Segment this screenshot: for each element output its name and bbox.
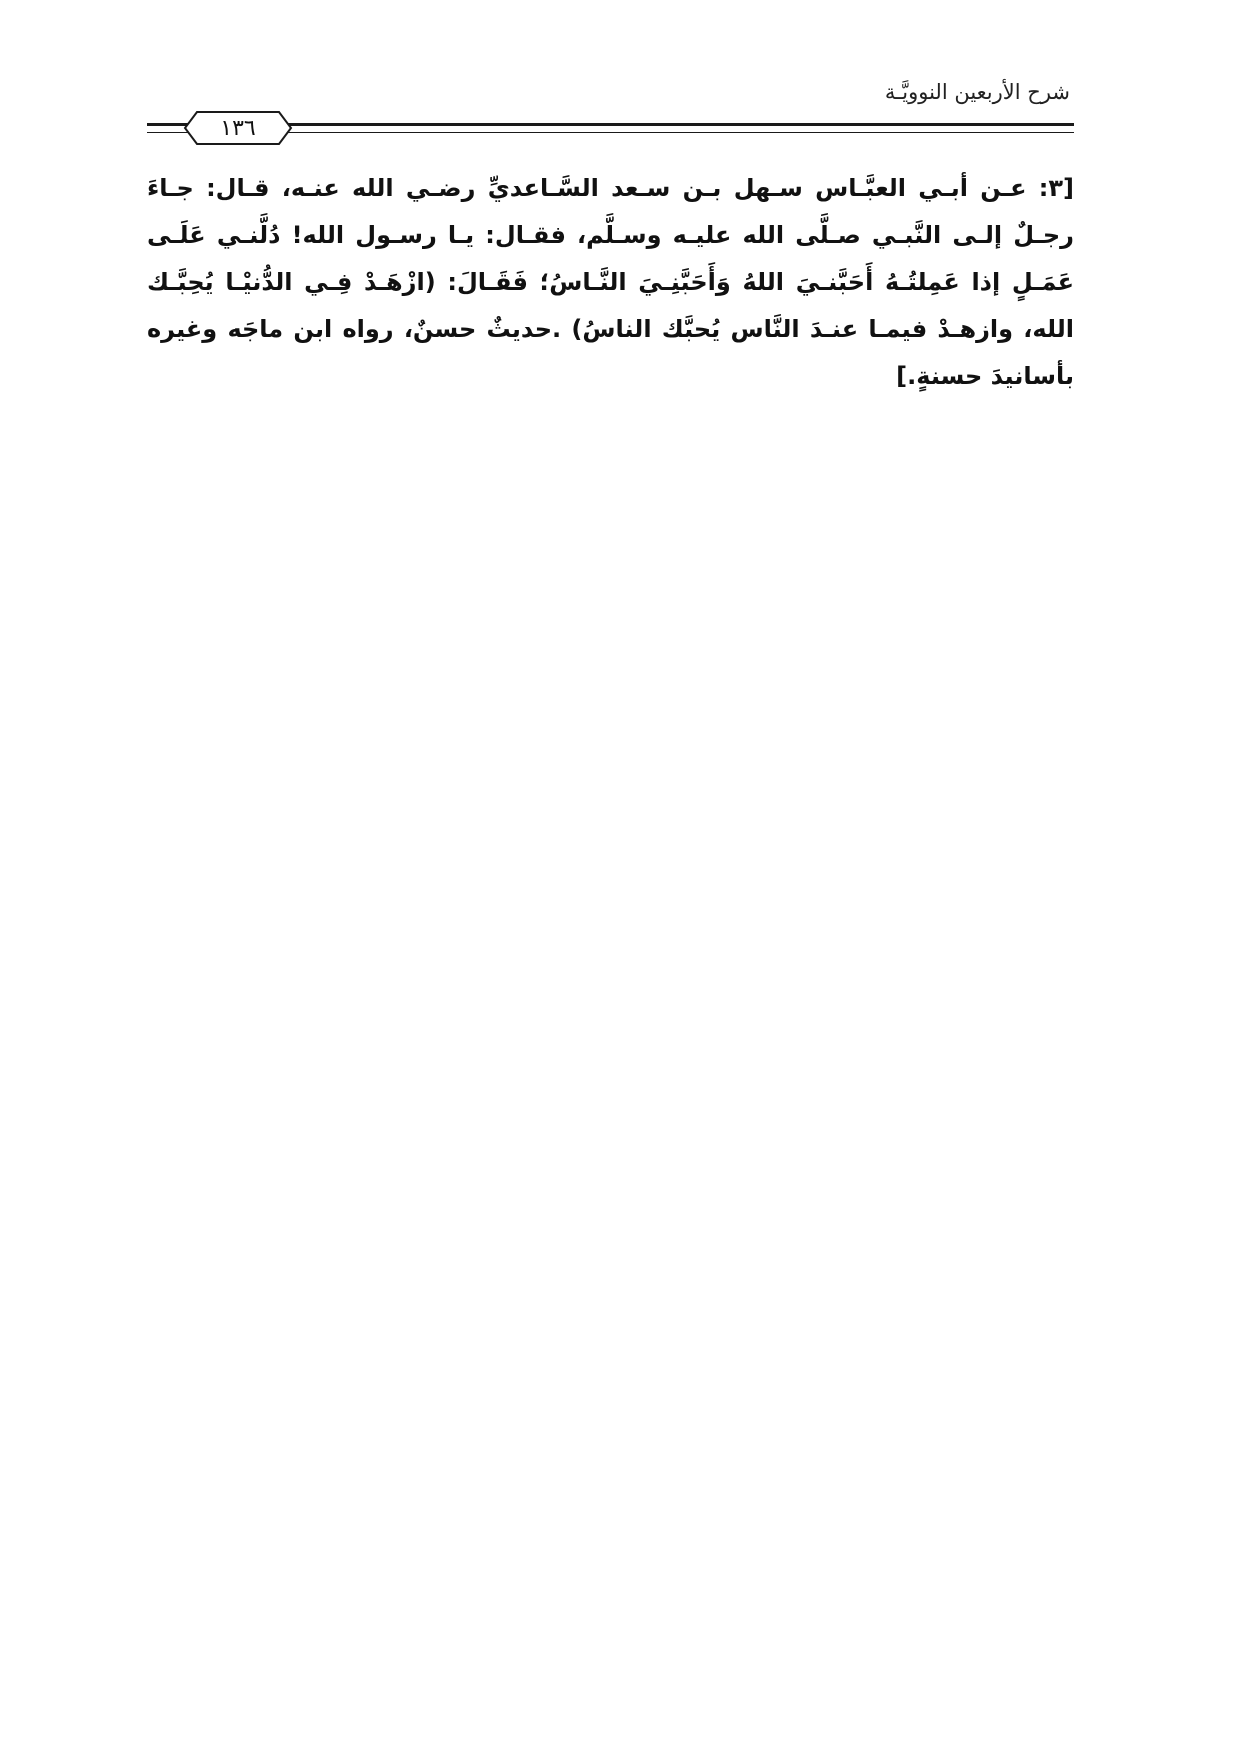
hadith-text: [٣: عـن أبـي العبَّـاس سـهل بـن سـعد السَّـاعديِّ رضـي الله عنـه، قـال: جـاءَ رجـلٌ إلـى النَّبـي صـلَّى الله عليـه وسـلَّم، فقـال: يـا رسـول الله! دُلَّنـي عَلَـى عَمَـلٍ إذا عَمِلتُـهُ أَحَبَّنـيَ اللهُ وَأَحَبَّنِـيَ النَّـاسُ؛ فَقَـالَ: (ازْهَـدْ فِـي الدُّنيْـا يُحِبَّـك الله، وازهـدْ فيمـا عنـدَ النَّاس يُحبَّك الناسُ) .حديثٌ حسنٌ، رواه ابن ماجَه وغيره بأسانيدَ حسنةٍ.]: [147, 174, 1074, 390]
page-number: ١٣٦: [220, 115, 256, 141]
running-title: شرح الأربعين النوويَّـة: [884, 80, 1070, 104]
page-number-frame: [183, 110, 293, 146]
